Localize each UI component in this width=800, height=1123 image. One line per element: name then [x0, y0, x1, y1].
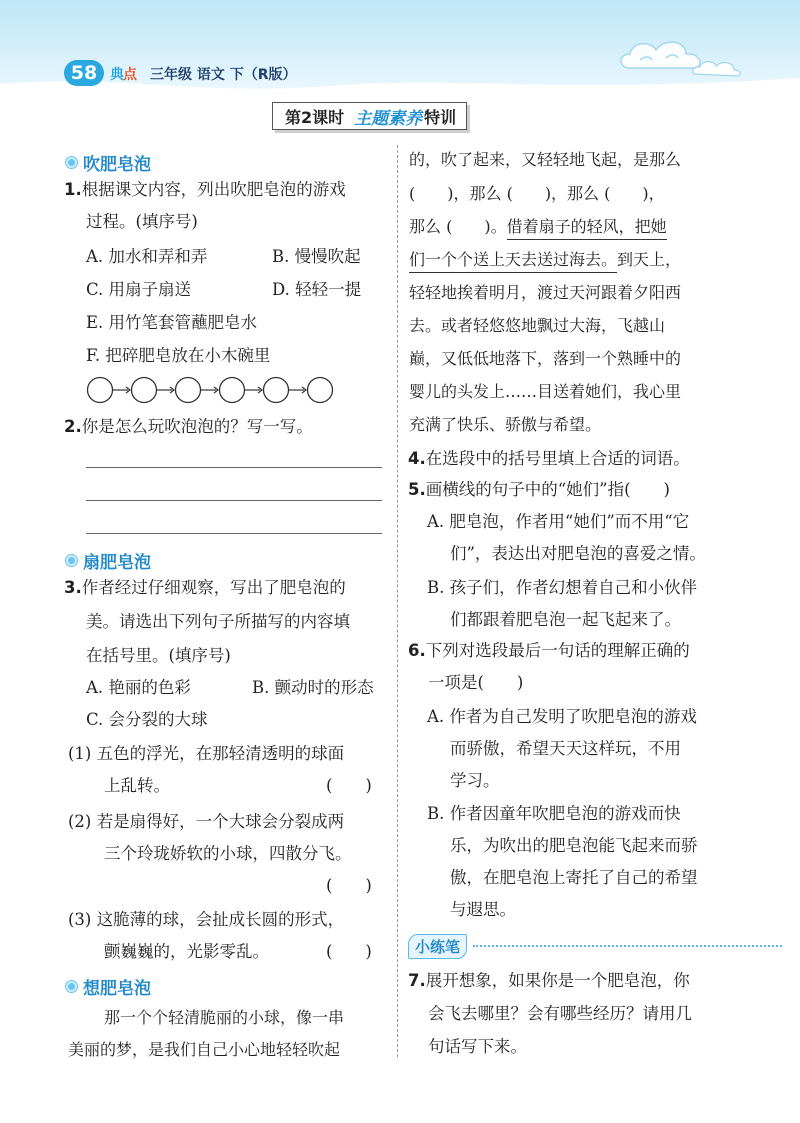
book-series: 三年级 语文 下（R版） [150, 67, 297, 83]
answer-line[interactable] [86, 467, 382, 468]
item-3-line2: 颤巍巍的，光影零乱。 [104, 942, 269, 961]
passage-line: 婴儿的头发上……目送着她们，我心里 [409, 382, 682, 401]
passage-line: 去。或者轻悠悠地飘过大海，飞越山 [409, 316, 666, 335]
question-7 [408, 973, 690, 990]
question-text: 展开想象，如果你是一个肥皂泡，你 [425, 971, 690, 990]
question-text: 下列对选段最后一句话的理解正确的 [425, 641, 690, 660]
question-1 [64, 182, 346, 199]
answer-line[interactable] [86, 500, 382, 501]
question-3-line2: 美。请选出下列句子所描写的内容填 [86, 612, 350, 631]
option-b-line4: 与遐思。 [450, 900, 516, 919]
question-1-line2: 过程。(填序号) [86, 212, 198, 231]
question-3-line3: 在括号里。(填序号) [86, 646, 231, 665]
dotted-rule [473, 945, 782, 947]
option-a: A. 作者为自己发明了吹肥皂泡的游戏 [427, 707, 697, 726]
question-number: 2. [64, 417, 82, 436]
page-number: 58 [64, 60, 104, 86]
question-number: 1. [64, 180, 82, 199]
question-number: 7. [408, 971, 426, 990]
section-heading-text: 吹肥皂泡 [83, 155, 151, 175]
passage-line [409, 219, 667, 235]
section-heading-imagine [66, 974, 151, 999]
lesson-title-tail: 特训 [424, 107, 457, 127]
option-b: B. 慢慢吹起 [272, 247, 361, 266]
underlined-sentence: 借着扇子的轻风，把她 [507, 217, 667, 240]
option-a: A. 艳丽的色彩 [86, 678, 191, 697]
option-c: C. 用扇子扇送 [86, 280, 192, 299]
option-a: A. 肥皂泡，作者用“她们”而不用“它 [427, 512, 690, 531]
option-d: D. 轻轻一提 [272, 280, 362, 299]
passage-line: 充满了快乐、骄傲与希望。 [409, 415, 602, 434]
item-3: (3) 这脆薄的球，会扯成长圆的形式， [68, 910, 345, 929]
lesson-title [272, 102, 467, 130]
question-7-line2: 会飞去哪里？会有哪些经历？请用几 [428, 1004, 692, 1023]
underlined-sentence: 们一个个送上天去送过海去。 [409, 250, 617, 273]
sequence-circles[interactable] [86, 376, 346, 404]
option-b-line2: 乐，为吹出的肥皂泡能飞起来而骄 [450, 836, 698, 855]
question-6 [408, 643, 690, 660]
lesson-code: 第2课时 [285, 107, 345, 127]
section-heading-fan [66, 548, 151, 573]
lesson-title-main: 主题素养 [354, 108, 423, 129]
item-1-line2: 上乱转。 [104, 776, 170, 795]
item-2: (2) 若是扇得好，一个大球会分裂成两 [68, 812, 345, 831]
question-number: 3. [64, 578, 82, 597]
option-a-line2: 们”，表达出对肥皂泡的喜爱之情。 [450, 544, 706, 563]
passage-blank[interactable]: 那么 ( )。 [409, 217, 507, 236]
passage-line [409, 252, 681, 268]
answer-paren[interactable]: ( ) [326, 776, 372, 795]
logo-part1: 典 [110, 67, 123, 83]
section-heading-text: 想肥皂泡 [83, 979, 151, 999]
option-a-line2: 而骄傲，希望天天这样玩，不用 [450, 739, 681, 758]
question-4 [408, 451, 690, 468]
answer-paren[interactable]: ( ) [326, 942, 372, 961]
question-7-line3: 句话写下来。 [428, 1037, 527, 1056]
question-text: 作者经过仔细观察，写出了肥皂泡的 [81, 578, 346, 597]
question-3 [64, 580, 346, 597]
column-divider [397, 145, 398, 1057]
option-b: B. 颤动时的形态 [252, 678, 374, 697]
item-1: (1) 五色的浮光，在那轻清透明的球面 [68, 744, 345, 763]
section-heading-blow [66, 150, 151, 175]
option-a: A. 加水和弄和弄 [86, 247, 208, 266]
question-text: 你是怎么玩吹泡泡的？写一写。 [81, 417, 313, 436]
passage-line: 美丽的梦，是我们自己小心地轻轻吹起 [68, 1040, 341, 1059]
option-b-line2: 们都跟着肥皂泡一起飞起来了。 [450, 610, 681, 629]
option-b: B. 孩子们，作者幻想着自己和小伙伴 [427, 578, 698, 597]
question-number: 5. [408, 480, 426, 499]
bullet-icon [66, 981, 77, 992]
passage-line: 轻轻地挨着明月，渡过天河跟着夕阳西 [409, 283, 682, 302]
question-text: 在选段中的括号里填上合适的词语。 [425, 449, 690, 468]
question-number: 4. [408, 449, 426, 468]
passage-text: 到天上， [617, 250, 682, 269]
question-text: 画横线的句子中的“她们”指( ) [425, 480, 670, 499]
option-e: E. 用竹笔套管蘸肥皂水 [86, 313, 258, 332]
option-b-line3: 傲，在肥皂泡上寄托了自己的希望 [450, 868, 698, 887]
cloud-icon [690, 56, 750, 80]
practice-header [408, 935, 782, 957]
passage-line-blanks[interactable]: ( )，那么 ( )，那么 ( )， [409, 184, 665, 203]
section-heading-text: 扇肥皂泡 [83, 553, 151, 573]
answer-line[interactable] [86, 533, 382, 534]
passage-line: 那一个个轻清脆丽的小球，像一串 [104, 1008, 345, 1027]
brand-logo [110, 64, 136, 84]
question-text: 根据课文内容，列出吹肥皂泡的游戏 [81, 180, 346, 199]
option-c: C. 会分裂的大球 [86, 710, 208, 729]
logo-part2: 点 [123, 67, 136, 83]
question-2 [64, 419, 313, 436]
bullet-icon [66, 555, 77, 566]
question-number: 6. [408, 641, 426, 660]
answer-paren[interactable]: ( ) [326, 876, 372, 895]
option-b: B. 作者因童年吹肥皂泡的游戏而快 [427, 804, 681, 823]
question-5 [408, 482, 670, 499]
question-6-line2: 一项是( ) [428, 673, 524, 692]
item-2-line2: 三个玲珑娇软的小球，四散分飞。 [104, 844, 352, 863]
passage-line: 的，吹了起来，又轻轻地飞起，是那么 [409, 150, 682, 169]
option-a-line3: 学习。 [450, 771, 500, 790]
passage-line: 巅，又低低地落下，落到一个熟睡中的 [409, 349, 682, 368]
option-f: F. 把碎肥皂放在小木碗里 [86, 346, 271, 365]
practice-tag: 小练笔 [408, 934, 467, 959]
bullet-icon [66, 157, 77, 168]
